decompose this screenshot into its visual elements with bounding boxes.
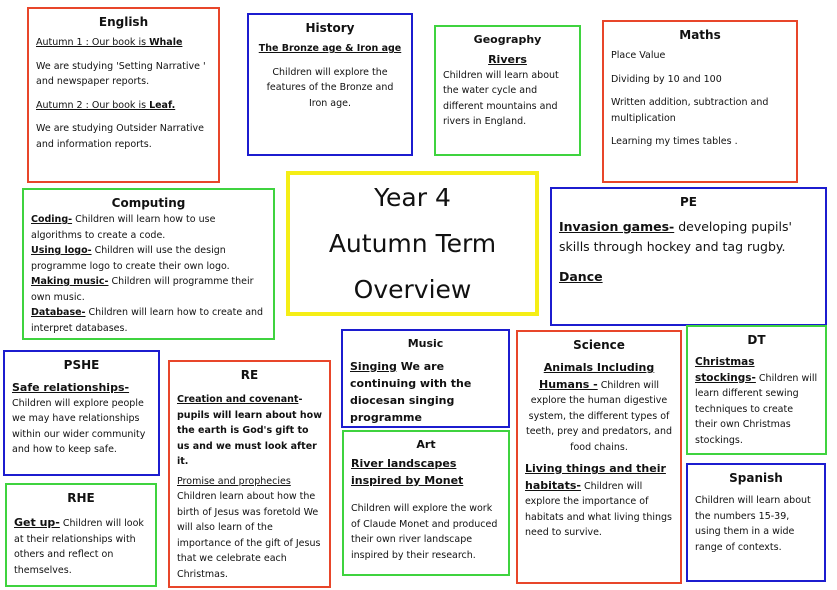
re-promise-text: Children learn about how the birth of Jesus was foretold We will also learn of the importance of the gift of Jesus that we celebrate each Christmas. [177, 491, 321, 580]
overview-box [286, 171, 539, 316]
music-content [350, 358, 501, 426]
english-autumn1-label: Autumn 1 : Our book is [36, 37, 150, 48]
computing-row-text: Children will programme their own music. [31, 276, 254, 303]
english-autumn1 [36, 35, 211, 51]
re-box [168, 360, 331, 588]
computing-row [31, 274, 266, 305]
overview-label: Overview [353, 274, 472, 304]
english-autumn1-book: Whale [149, 37, 183, 48]
music-box [341, 329, 510, 428]
music-text: We are continuing with the diocesan singing programme [350, 360, 472, 424]
re-creation [177, 392, 322, 470]
science-animals-text: Children will explore the human digestive system, the different types of teeth, prey and predators, and food chains. [525, 379, 673, 453]
maths-item: Dividing by 10 and 100 [611, 73, 722, 85]
english-box [27, 7, 220, 183]
history-subtitle: The Bronze age & Iron age [258, 43, 402, 54]
computing-row [31, 243, 266, 274]
english-autumn2 [36, 98, 211, 114]
english-autumn2-book: Leaf. [149, 99, 176, 111]
computing-row-text: Children will learn how to create and interpret databases. [31, 307, 264, 334]
spanish-box [686, 463, 826, 582]
science-animals [525, 360, 673, 455]
pshe-title: PSHE [63, 358, 100, 372]
rhe-box [5, 483, 157, 587]
english-autumn2-label: Autumn 2 : Our book is [36, 99, 150, 111]
science-box [516, 330, 682, 584]
science-animals-label: Animals Including Humans - [539, 361, 655, 391]
computing-row-label: Coding- [31, 214, 73, 225]
music-label: Singing [350, 360, 397, 373]
pe-dance: Dance [559, 269, 603, 284]
geography-text: Children will learn about the water cycle and different mountains and rivers in England. [443, 69, 559, 127]
science-habitats-text: Children will explore the importance of habitats and what living things need to survive. [525, 480, 672, 538]
overview-year: Year 4 [374, 182, 451, 212]
dt-title: DT [747, 333, 766, 347]
computing-row [31, 212, 266, 243]
science-title: Science [573, 338, 625, 352]
computing-row-label: Database- [31, 307, 86, 318]
art-title: Art [416, 438, 436, 451]
pe-box [550, 187, 827, 326]
spanish-title: Spanish [729, 471, 783, 485]
computing-row-text: Children will use the design programme logo to create their own logo. [31, 245, 230, 272]
science-habitats-label: Living things and their habitats- [525, 462, 666, 492]
art-subtitle: River landscapes inspired by Monet [351, 457, 464, 487]
pe-title: PE [680, 195, 697, 209]
art-box [342, 430, 510, 576]
maths-title: Maths [679, 28, 721, 42]
computing-row [31, 305, 266, 336]
maths-item: Written addition, subtraction and multiplication [611, 97, 769, 124]
pshe-label: Safe relationships- [12, 381, 130, 394]
dt-label: Christmas stockings- [695, 356, 756, 384]
re-promise-label: Promise and prophecies [177, 475, 291, 487]
music-title: Music [407, 337, 444, 350]
science-habitats [525, 461, 673, 541]
history-text: Children will explore the features of the Bronze and Iron age. [266, 66, 394, 109]
rhe-text: Children will look at their relationships with others and reflect on themselves. [14, 518, 144, 576]
dt-box [686, 325, 827, 455]
geography-subtitle: Rivers [488, 53, 527, 66]
computing-row-text: Children will learn how to use algorithms to create a code. [31, 214, 216, 241]
maths-box [602, 20, 798, 183]
computing-title: Computing [111, 196, 186, 210]
pshe-text: Children will explore people we may have relationships within our wider community and how to keep safe. [12, 397, 146, 455]
pe-invasion [559, 217, 818, 257]
rhe-content [14, 515, 148, 578]
computing-row-label: Using logo- [31, 245, 92, 256]
art-text: Children will explore the work of Claude Monet and produced their own river landscape inspired by their research. [351, 503, 498, 561]
overview-term: Autumn Term [328, 228, 497, 258]
computing-box [22, 188, 275, 340]
dt-content [695, 355, 818, 448]
geography-box [434, 25, 581, 156]
re-creation-label: Creation and covenant [177, 394, 299, 405]
computing-row-label: Making music- [31, 276, 109, 287]
english-title: English [98, 15, 149, 29]
maths-item: Learning my times tables . [611, 136, 738, 147]
history-box [247, 13, 413, 156]
geography-title: Geography [473, 33, 542, 46]
pe-invasion-label: Invasion games- [559, 219, 675, 234]
rhe-title: RHE [67, 491, 95, 505]
pe-invasion-text: developing pupils' skills through hockey and tag rugby. [559, 219, 792, 254]
english-autumn1-text: We are studying 'Setting Narrative ' and newspaper reports. [36, 60, 206, 87]
re-title: RE [240, 368, 259, 382]
spanish-text: Children will learn about the numbers 15-39, using them in a wide range of contexts. [695, 495, 811, 553]
history-title: History [305, 21, 355, 35]
dt-text: Children will learn different sewing techniques to create their own Christmas stockings. [695, 372, 818, 446]
english-autumn2-text: We are studying Outsider Narrative and information reports. [36, 123, 204, 150]
pshe-box [3, 350, 160, 476]
re-creation-text: -pupils will learn about how the earth is God's gift to us and we must look after it. [177, 394, 322, 467]
rhe-label: Get up- [14, 516, 60, 529]
maths-item: Place Value [611, 50, 666, 61]
